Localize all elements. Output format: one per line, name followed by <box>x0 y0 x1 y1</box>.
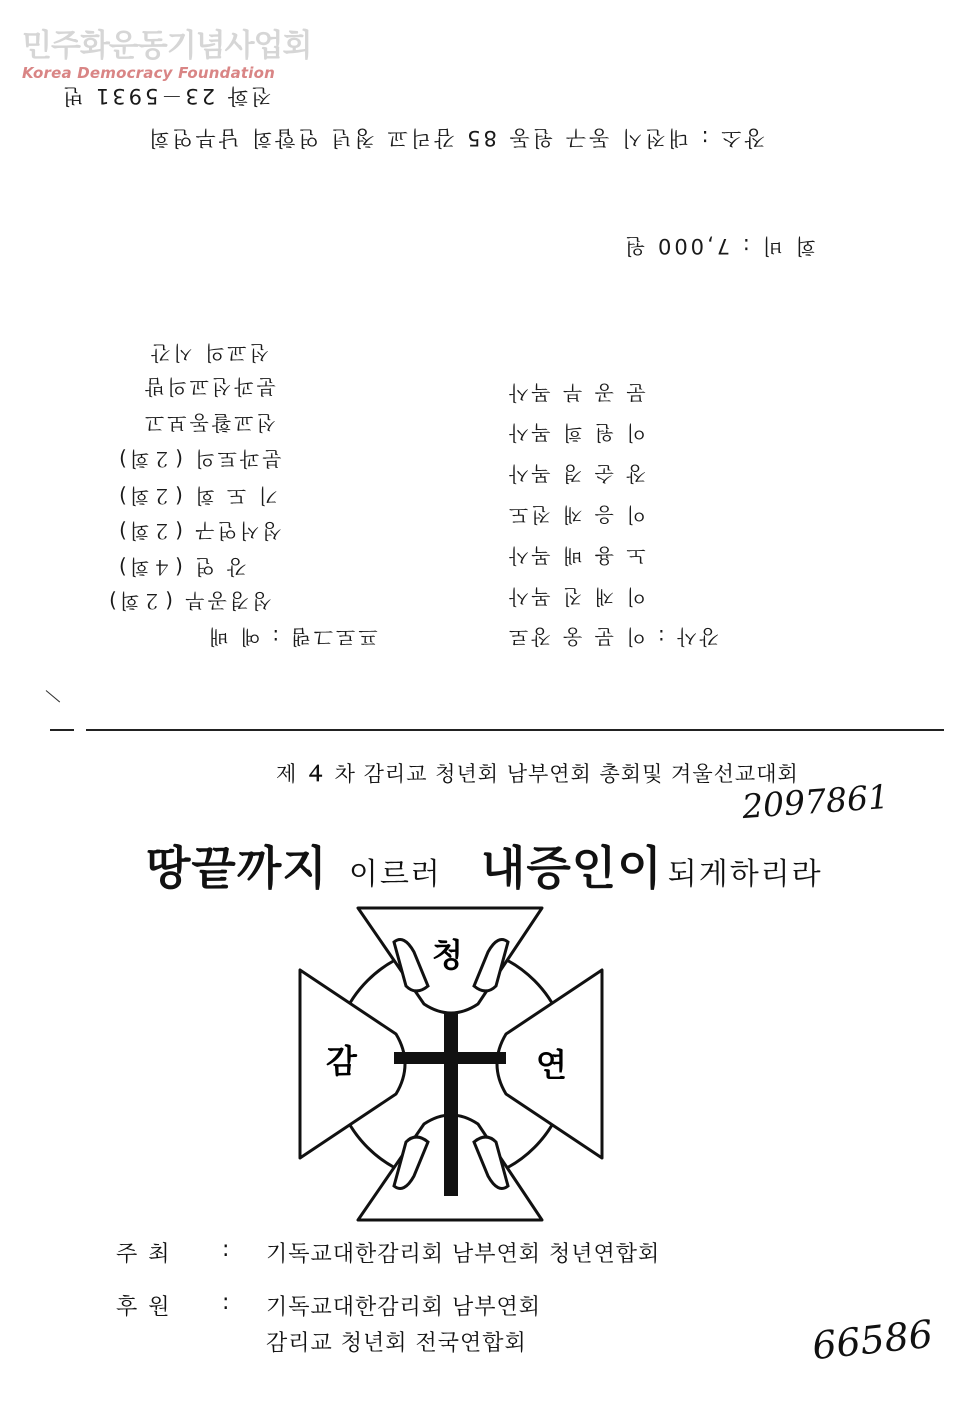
event-title <box>276 758 799 788</box>
event-title-prefix: 제 <box>276 762 298 786</box>
program-item: 성서연구 (２회) <box>116 519 282 543</box>
lecturer-item: 이 응 재 전도 <box>506 503 646 527</box>
venue-line: 장소 : 대전시 동구 원동 85 감리교 청년 연합회 남부연회 <box>146 126 765 150</box>
sponsor-value-line1: 기독교대한감리회 남부연회 <box>266 1295 542 1320</box>
lecturer-item: 이 재 진 목사 <box>506 585 646 609</box>
divider-line <box>86 729 944 731</box>
lecturer-item: 이 원 희 목사 <box>506 421 646 445</box>
program-item: 분과토의 (２회) <box>116 447 282 471</box>
lecturer-item: 장 순 경 목사 <box>506 462 646 486</box>
slogan-part-1: 땅끝까지 <box>146 841 328 895</box>
lecturer-header: 강사 : 이 문 웅 장로 <box>506 625 719 649</box>
emblem-char-left: 감 <box>326 1042 357 1080</box>
sponsor-colon: : <box>222 1290 232 1315</box>
organizer-value: 기독교대한감리회 남부연회 청년연합회 <box>266 1242 661 1267</box>
watermark-korean: 민주화운동기념사업회 <box>22 28 312 64</box>
watermark-english: Korea Democracy Foundation <box>22 64 275 82</box>
scan-mark <box>46 690 60 702</box>
program-item: 분과선교의밤 <box>142 375 276 399</box>
slogan-part-4: 되게하리라 <box>667 857 823 892</box>
emblem-char-right: 연 <box>536 1046 567 1084</box>
slogan-part-3: 내증인이 <box>480 841 663 895</box>
lecturer-item: 노 용 배 목사 <box>506 544 646 568</box>
handwritten-reference: 2097861 <box>740 776 891 827</box>
event-title-rest: 차 감리교 청년회 남부연회 총회및 겨울선교대회 <box>334 762 799 786</box>
lecturer-item: 문 공 부 목사 <box>506 381 646 405</box>
program-item: 선교의 시간 <box>148 341 269 365</box>
program-item: 성경공부 (２회) <box>106 589 272 613</box>
sponsor-value-line2: 감리교 청년회 전국연합회 <box>266 1331 527 1356</box>
program-item: 선교활동보고 <box>142 411 276 435</box>
program-header: 프로그램 : 예 배 <box>206 625 378 649</box>
slogan-part-2: 이르러 <box>348 857 442 892</box>
sponsor-label: 후 원 <box>116 1295 172 1320</box>
program-item: 강 연 (４회) <box>116 555 247 579</box>
phone-number: 전화 23－5931 번 <box>60 84 272 108</box>
slogan <box>146 832 823 898</box>
organizer-colon: : <box>222 1237 232 1262</box>
emblem-char-top: 청 <box>432 936 463 974</box>
divider-short <box>50 729 74 731</box>
fee-line: 회 비 : 7,000 원 <box>622 234 816 258</box>
program-item: 기 도 회 (２회) <box>116 484 278 508</box>
handwritten-serial: 66586 <box>810 1311 935 1369</box>
methodist-youth-emblem <box>296 904 606 1226</box>
organizer-label: 주 최 <box>116 1242 172 1267</box>
event-title-number: ４ <box>304 762 327 786</box>
